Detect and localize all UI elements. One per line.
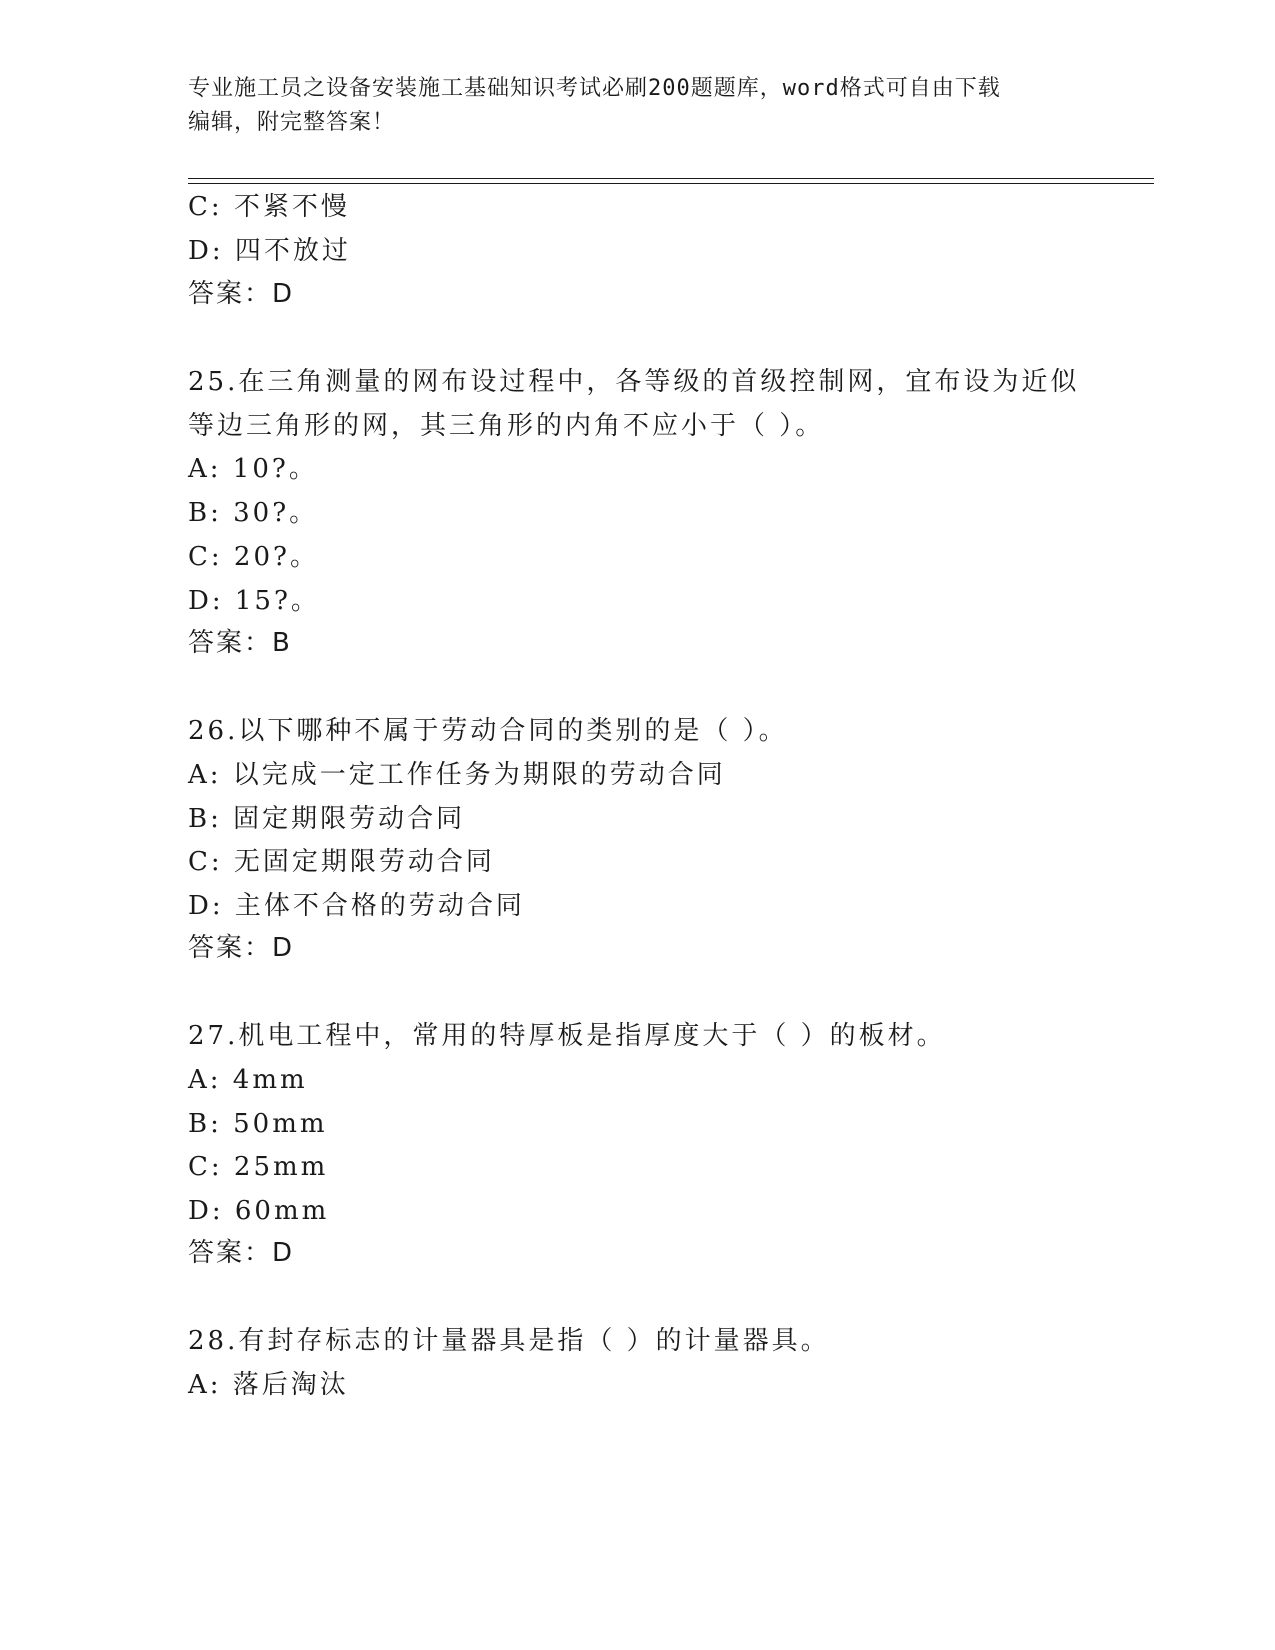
header-divider-top [188, 178, 1154, 179]
document-header [188, 72, 1088, 140]
q26-answer: 答案：D [188, 933, 295, 963]
q25-option-c: C: 20?。 [188, 542, 319, 572]
prev-option-c: C: 不紧不慢 [188, 192, 350, 222]
q26-option-d: D: 主体不合格的劳动合同 [188, 891, 525, 921]
q25-option-b: B: 30?。 [188, 498, 319, 528]
q25-option-d: D: 15?。 [188, 586, 320, 616]
q27-option-c: C: 25mm [188, 1152, 329, 1182]
q28-stem: 28.有封存标志的计量器具是指（ ）的计量器具。 [188, 1326, 830, 1356]
q25-stem-line-2: 等边三角形的网，其三角形的内角不应小于（ ）。 [188, 411, 825, 441]
prev-answer: 答案：D [188, 279, 295, 309]
q26-option-c: C: 无固定期限劳动合同 [188, 847, 495, 877]
q26-option-a: A: 以完成一定工作任务为期限的劳动合同 [188, 760, 726, 790]
q26-option-b: B: 固定期限劳动合同 [188, 804, 466, 834]
q25-answer: 答案：B [188, 628, 292, 658]
q27-option-d: D: 60mm [188, 1196, 330, 1226]
q25-option-a: A: 10?。 [188, 454, 318, 484]
q26-stem: 26.以下哪种不属于劳动合同的类别的是（ ）。 [188, 716, 788, 746]
header-divider-bottom [188, 183, 1154, 184]
q25-stem-line-1: 25.在三角测量的网布设过程中，各等级的首级控制网，宜布设为近似 [188, 367, 1080, 397]
header-title-line-2: 编辑，附完整答案！ [188, 110, 396, 135]
q28-option-a: A: 落后淘汰 [188, 1370, 349, 1400]
q27-option-b: B: 50mm [188, 1109, 328, 1139]
q27-answer: 答案：D [188, 1238, 295, 1268]
prev-option-d: D: 四不放过 [188, 236, 351, 266]
q27-option-a: A: 4mm [188, 1065, 308, 1095]
q27-stem: 27.机电工程中，常用的特厚板是指厚度大于（ ）的板材。 [188, 1021, 946, 1051]
header-title-line-1: 专业施工员之设备安装施工基础知识考试必刷200题题库，word格式可自由下载 [188, 76, 1001, 101]
